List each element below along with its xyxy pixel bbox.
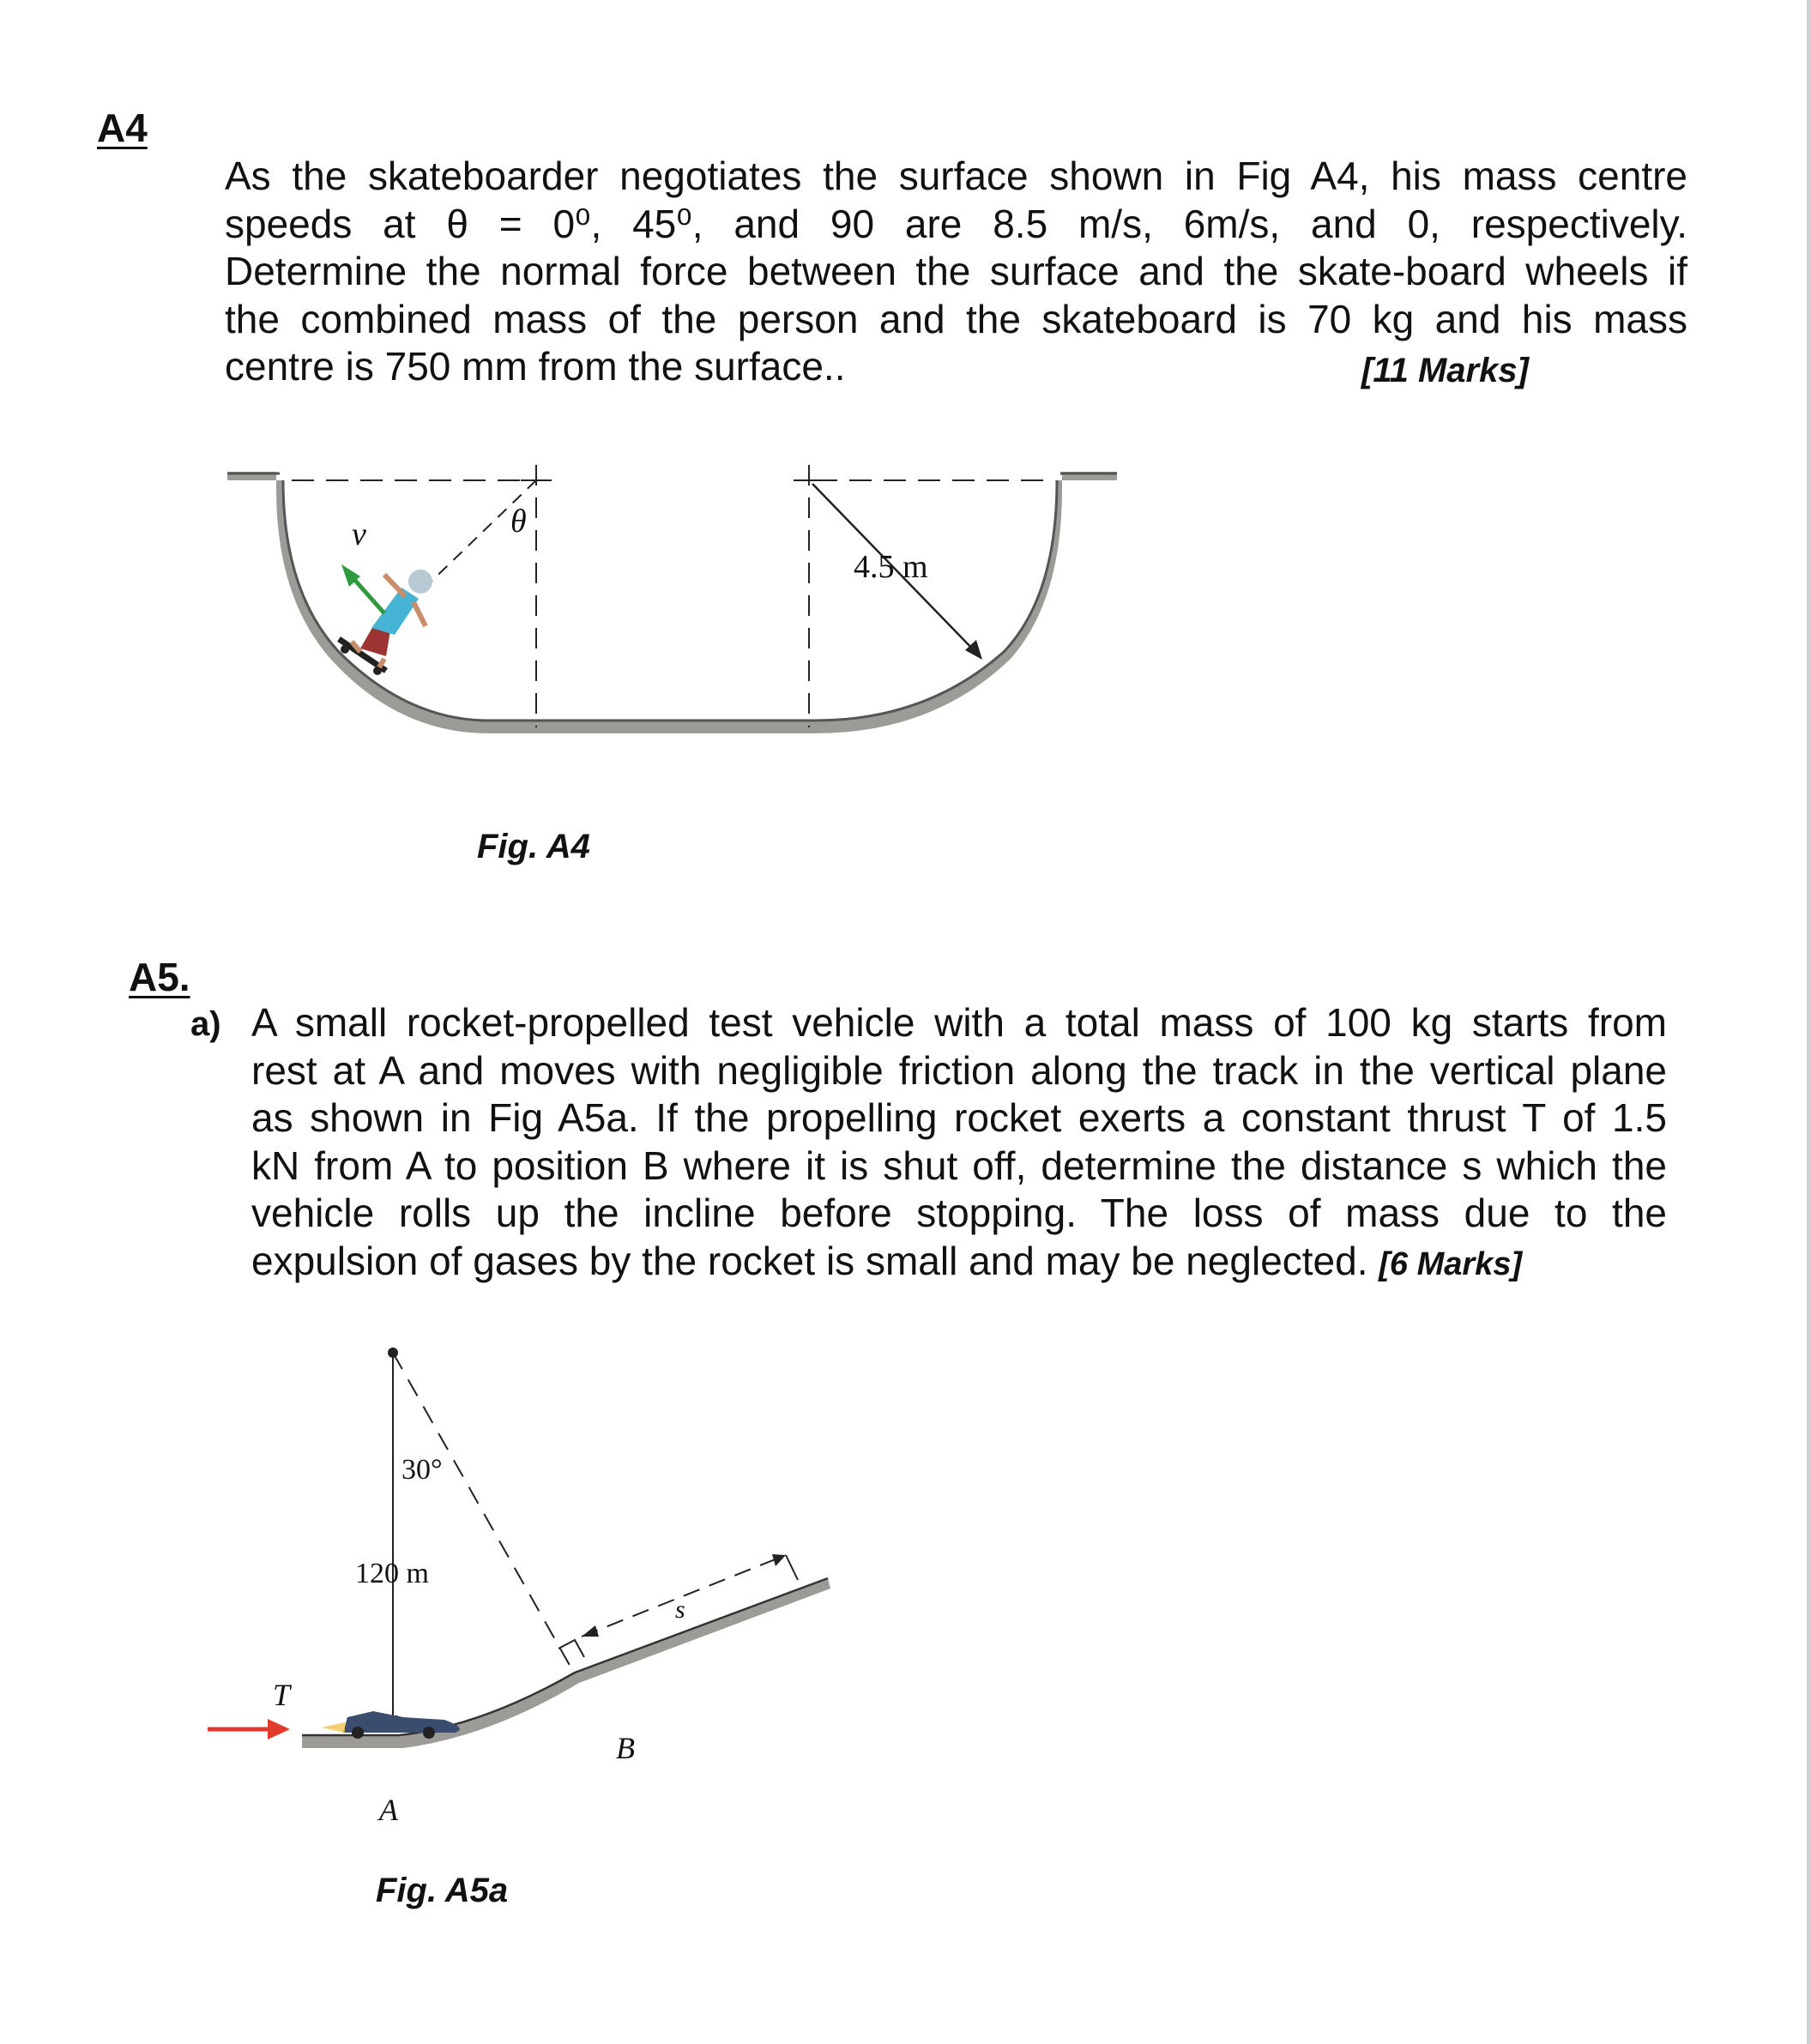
thrust-label: T	[273, 1678, 291, 1712]
question-a4-heading: A4	[97, 106, 148, 150]
a4-marks: [11 Marks]	[1361, 352, 1529, 389]
a5-marks: [6 Marks]	[1379, 1245, 1523, 1282]
theta-label: θ	[510, 503, 527, 540]
a4-text-line: As the skateboarder negotiates the surface shown in Fig A4, his mass centre	[225, 154, 1687, 198]
a5-text-line: rest at A and moves with negligible friction along the track in the vertical plane	[251, 1047, 1667, 1093]
figure-a4-caption: Fig. A4	[477, 828, 590, 865]
a5-text-line: expulsion of gases by the rocket is small and may be neglected. [6 Marks]	[251, 1238, 1523, 1283]
page-edge-shadow	[1807, 0, 1811, 2044]
velocity-label: v	[352, 516, 366, 552]
a5-text-line: vehicle rolls up the incline before stopping. The loss of mass due to the	[251, 1191, 1667, 1235]
a4-text-line: speeds at θ = 0⁰, 45⁰, and 90 are 8.5 m/s, 6m/s, and 0, respectively.	[225, 201, 1687, 246]
radius-label: 120 m	[355, 1558, 429, 1589]
radius-label: 4.5 m	[854, 549, 928, 585]
distance-s-label: s	[675, 1595, 685, 1624]
skateboarder-figure	[339, 570, 432, 675]
a5-text-line: A small rocket-propelled test vehicle with a total mass of 100 kg starts from	[251, 1000, 1667, 1045]
figure-a4-halfpipe	[214, 446, 1132, 789]
point-b-label: B	[616, 1731, 635, 1765]
question-a5-text	[251, 999, 1667, 1288]
a5-text-line: kN from A to position B where it is shut off, determine the distance s which the	[251, 1143, 1667, 1188]
point-a-label: A	[379, 1793, 398, 1827]
question-a5-heading: A5.	[129, 955, 190, 999]
angle-label: 30°	[401, 1454, 443, 1486]
a5-text-line: as shown in Fig A5a. If the propelling rocket exerts a constant thrust T of 1.5	[251, 1095, 1667, 1140]
figure-a5a-caption: Fig. A5a	[376, 1872, 509, 1909]
a5-part-label: a)	[190, 1005, 221, 1043]
a4-text-line: Determine the normal force between the surface and the skate-board wheels if	[225, 249, 1687, 293]
a4-text-line: centre is 750 mm from the surface..	[225, 344, 846, 389]
a4-text-line: the combined mass of the person and the skateboard is 70 kg and his mass	[225, 296, 1687, 341]
figure-a5a-track	[197, 1330, 849, 1827]
halfpipe-ground	[227, 472, 1117, 733]
